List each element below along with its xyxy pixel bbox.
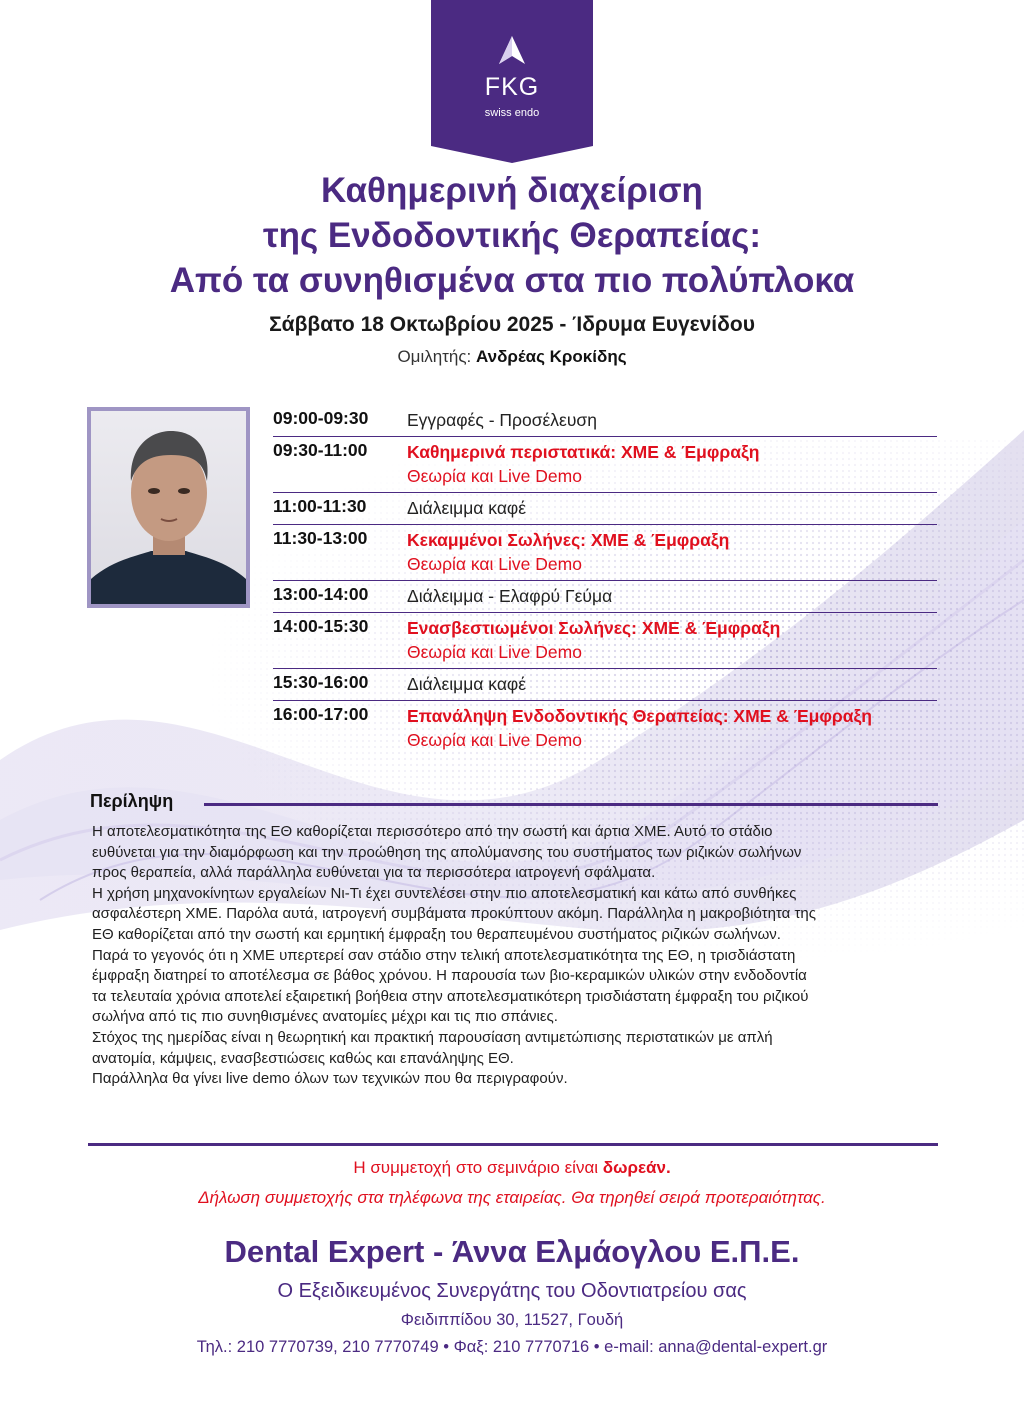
schedule-row	[273, 493, 937, 525]
summary-line: ανατομία, κάμψεις, ενασβεστιώσεις καθώς και επανάληψης ΕΘ.	[92, 1049, 514, 1067]
schedule-row	[273, 613, 937, 669]
summary-line: Παράλληλα θα γίνει live demo όλων των τεχνικών που θα περιγραφούν.	[92, 1070, 568, 1088]
fkg-logo-tab	[431, 0, 593, 146]
schedule-text: Εγγραφές - Προσέλευση	[407, 410, 597, 430]
company-name: Dental Expert - Άννα Ελμάογλου Ε.Π.Ε.	[224, 1234, 800, 1269]
free-participation-note	[0, 1158, 1024, 1178]
schedule-text: Διάλειμμα καφέ	[407, 498, 527, 518]
title-line-3: Από τα συνηθισμένα στα πιο πολύπλοκα	[169, 261, 855, 300]
summary-line: ασφαλέστερη ΧΜΕ. Παρόλα αυτά, ιατρογενή συμβάματα προκύπτουν ακόμη. Παράλληλα η μακροβιότητα της	[92, 905, 816, 923]
summary-heading	[88, 791, 938, 815]
schedule-time: 11:30-13:00	[273, 528, 368, 548]
company-address: Φειδιππίδου 30, 11527, Γουδή	[400, 1311, 624, 1329]
schedule-session-subtitle: Θεωρία και Live Demo	[407, 642, 582, 662]
speaker-photo	[87, 407, 250, 608]
schedule-session-title: Καθημερινά περιστατικά: ΧΜΕ & Έμφραξη	[407, 442, 760, 462]
fkg-arrow-icon	[499, 36, 525, 64]
schedule-session-subtitle: Θεωρία και Live Demo	[407, 466, 582, 486]
summary-bottom-divider	[88, 1143, 938, 1146]
schedule-session-subtitle: Θεωρία και Live Demo	[407, 730, 582, 750]
summary-line: ΕΘ καθορίζεται από την σωστή και ερμητική έμφραξη του θεραπευμένου συστήματος ριζικών σωλήνων.	[92, 925, 781, 943]
summary-line: Η αποτελεσματικότητα της ΕΘ καθορίζεται περισσότερο από την σωστή και άρτια ΧΜΕ. Αυτό το στάδιο	[92, 823, 773, 840]
schedule-time: 11:00-11:30	[273, 496, 367, 516]
schedule-row	[273, 405, 937, 437]
speaker-portrait-icon	[91, 411, 246, 604]
schedule-row	[273, 669, 937, 701]
schedule-session-title: Κεκαμμένοι Σωλήνες: ΧΜΕ & Έμφραξη	[407, 530, 730, 550]
logo-name: FKG	[484, 73, 540, 101]
schedule-time: 14:00-15:30	[273, 616, 369, 636]
schedule-row	[273, 581, 937, 613]
company-contacts: Τηλ.: 210 7770739, 210 7770749 • Φαξ: 210 7770716 • e-mail: anna@dental-expert.gr	[196, 1338, 828, 1356]
summary-line: Παρά το γεγονός ότι η ΧΜΕ υπερτερεί σαν στάδιο στην τελική αποτελεσματικότητα της ΕΘ, η τρισδιάστατη	[92, 946, 796, 964]
summary-line: προς θεραπεία, αλλά παράλληλα ευθύνεται για τα περισσότερα ιατρογενή σφάλματα.	[92, 864, 656, 882]
logo-subtitle: swiss endo	[484, 107, 540, 119]
summary-divider	[204, 803, 938, 806]
free-participation-text: Η συμμετοχή στο σεμινάριο είναι	[353, 1158, 603, 1177]
schedule-session-title: Ενασβεστιωμένοι Σωλήνες: ΧΜΕ & Έμφραξη	[407, 618, 781, 638]
summary-line: Η χρήση μηχανοκίνητων εργαλείων Νι-Τι έχει συντελέσει στην πιο αποτελεσματική και κάτω από συνθήκες	[92, 884, 797, 902]
speaker-label: Ομιλητής:	[397, 347, 472, 366]
company-tagline: Ο Εξειδικευμένος Συνεργάτης του Οδοντιατρείου σας	[277, 1280, 747, 1302]
summary-line: ευθύνεται για την διαμόρφωση και την προώθηση της απολύμανσης του συστήματος των ριζικών σωλήνων	[92, 843, 802, 861]
schedule-session-title: Επανάληψη Ενδοδοντικής Θεραπείας: ΧΜΕ & Έμφραξη	[407, 706, 872, 726]
schedule-time: 15:30-16:00	[273, 672, 369, 692]
schedule-time: 09:30-11:00	[273, 440, 368, 460]
speaker-name: Ανδρέας Κροκίδης	[476, 347, 627, 366]
summary-heading-text: Περίληψη	[90, 791, 174, 811]
speaker-line	[0, 347, 1024, 367]
summary-line: Στόχος της ημερίδας είναι η θεωρητική και πρακτική παρουσίαση αντιμετώπισης περιστατικών με απλή	[92, 1028, 773, 1046]
title-line-2: της Ενδοδοντικής Θεραπείας:	[262, 216, 762, 255]
schedule-row	[273, 525, 937, 581]
schedule-text: Διάλειμμα - Ελαφρύ Γεύμα	[407, 586, 613, 606]
title-line-1: Καθημερινή διαχείριση	[321, 171, 703, 210]
schedule-time: 13:00-14:00	[273, 584, 369, 604]
event-schedule	[273, 405, 937, 756]
summary-body	[92, 822, 937, 1090]
schedule-text: Διάλειμμα καφέ	[407, 674, 527, 694]
free-participation-word: δωρεάν.	[602, 1158, 671, 1177]
summary-line: τα τελευταία χρόνια αποτελεί εξαιρετική βοήθεια στην αποτελεσματικότερη τρισδιάστατη έμφραξη του ριζικού	[92, 987, 809, 1005]
event-title	[0, 168, 1024, 303]
summary-line: σωλήνα από τις πιο συνηθισμένες ανατομίες μέχρι και τις πιο σπάνιες.	[92, 1008, 558, 1026]
schedule-session-subtitle: Θεωρία και Live Demo	[407, 554, 582, 574]
schedule-time: 09:00-09:30	[273, 408, 369, 428]
summary-line: έμφραξη διατηρεί το αποτέλεσμα σε βάθος χρόνου. Η παρουσία των βιο-κεραμικών υλικών στην ενδοδοντία	[92, 967, 807, 985]
schedule-row	[273, 701, 937, 756]
schedule-row	[273, 437, 937, 493]
registration-note: Δήλωση συμμετοχής στα τηλέφωνα της εταιρείας. Θα τηρηθεί σειρά προτεραιότητας.	[198, 1188, 826, 1207]
schedule-time: 16:00-17:00	[273, 704, 369, 724]
event-date-venue: Σάββατο 18 Οκτωβρίου 2025 - Ίδρυμα Ευγενίδου	[269, 313, 755, 336]
